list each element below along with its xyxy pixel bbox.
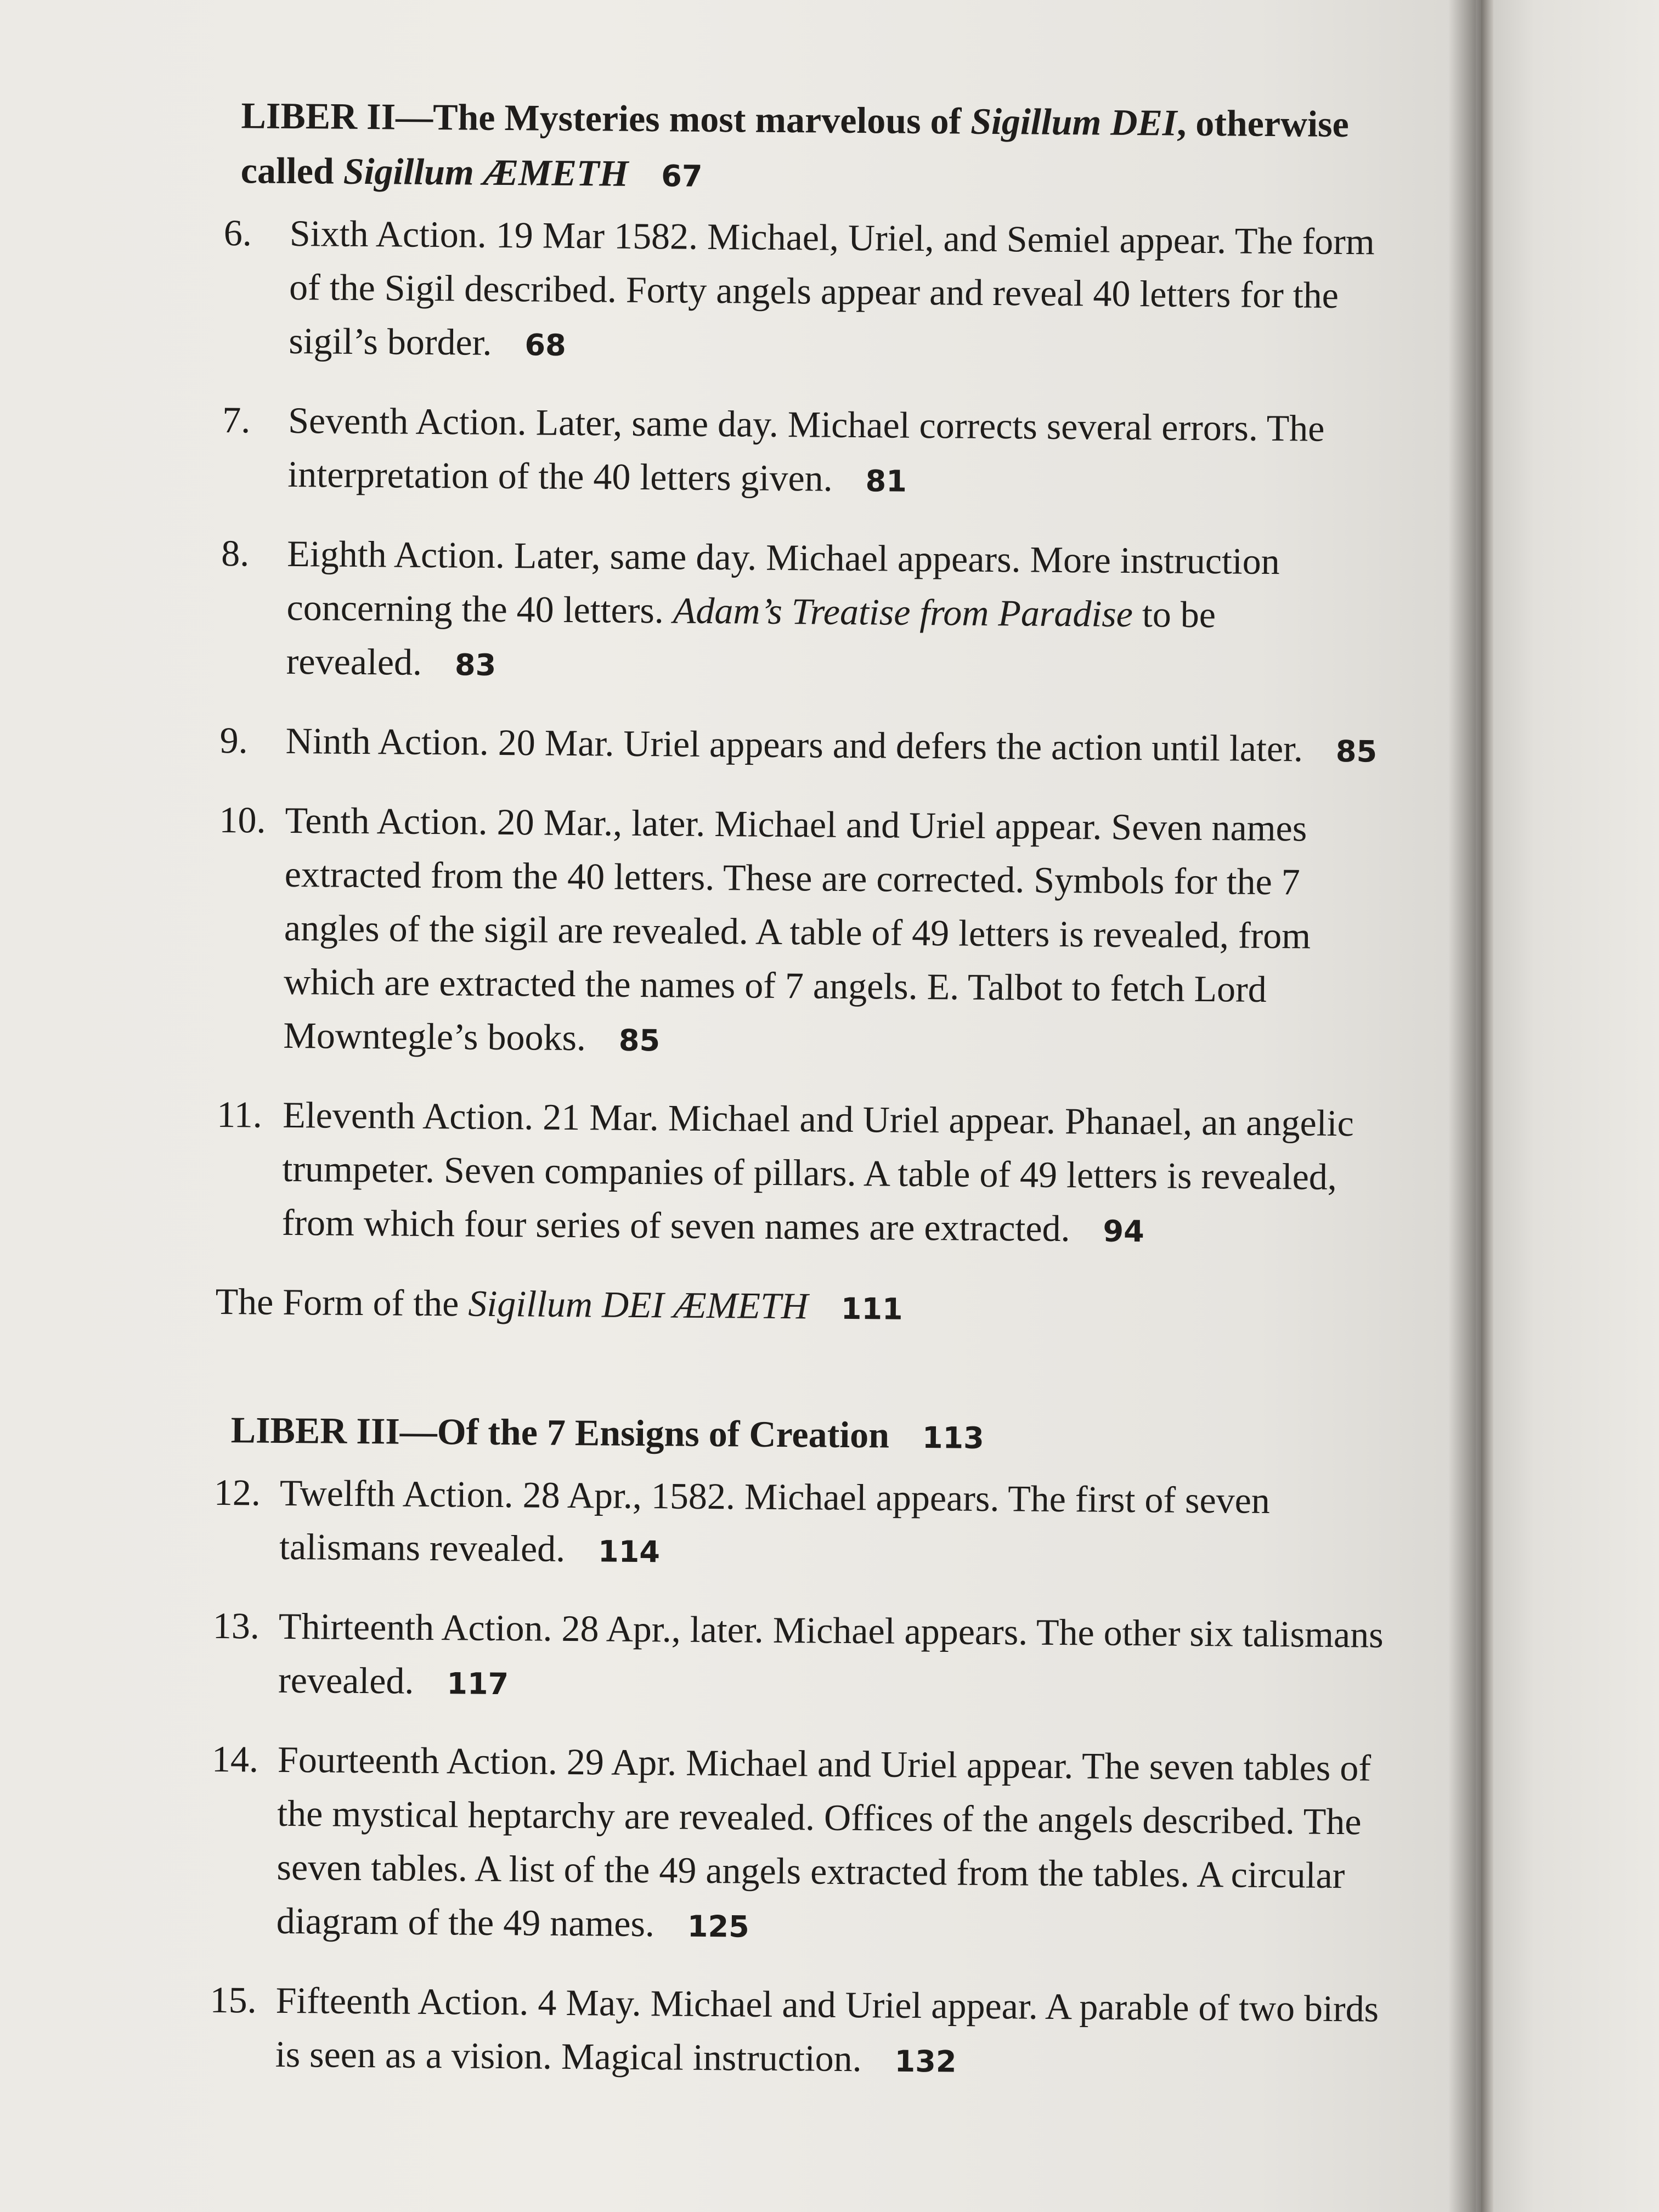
facing-page-edge bbox=[1493, 0, 1659, 2212]
entry-text-italic: Adam’s Treatise from Paradise bbox=[673, 589, 1133, 635]
entry-text: Tenth Action. 20 Mar., later. Michael and Uriel appear. Seven names extracted from the 40 letters. These are corrected. Symbols for the 7 angles of the sigil are revealed. A table of 49 letters is revealed, from which are extracted the names of 7 angels. E. Talbot to fetch Lord Mowntegle’s books. bbox=[283, 799, 1311, 1059]
entry-number: 11. bbox=[217, 1093, 263, 1136]
entry-number: 7. bbox=[222, 398, 251, 441]
toc-entry-8 bbox=[220, 526, 1401, 699]
entry-text: Seventh Action. Later, same day. Michael corrects several errors. The interpretation of the 40 letters given. bbox=[287, 399, 1325, 499]
entry-page-number: 114 bbox=[597, 1534, 661, 1570]
book-gutter bbox=[1481, 0, 1493, 2212]
liber-ii-title-middle: , otherwise called bbox=[240, 101, 1350, 192]
section-spacer bbox=[215, 1331, 1395, 1412]
entry-number: 14. bbox=[211, 1737, 259, 1780]
entry-number: 8. bbox=[221, 532, 250, 574]
entry-page-number: 85 bbox=[618, 1023, 661, 1058]
toc-entry-11 bbox=[216, 1087, 1396, 1261]
entry-number: 12. bbox=[213, 1471, 261, 1514]
toc-entry-12 bbox=[213, 1465, 1394, 1585]
entry-number: 6. bbox=[223, 211, 252, 254]
liber-ii-page-number: 67 bbox=[661, 159, 703, 194]
toc-entry-14 bbox=[210, 1732, 1391, 1959]
sigil-form-entry bbox=[215, 1274, 1395, 1340]
entry-text-after: to be revealed. bbox=[286, 593, 1216, 683]
gutter-shadow bbox=[1448, 0, 1481, 2212]
entry-number: 10. bbox=[219, 798, 266, 841]
entry-number: 13. bbox=[212, 1604, 260, 1647]
toc-entry-6 bbox=[223, 206, 1403, 379]
liber-ii-title-prefix: LIBER II—The Mysteries most marvelous of bbox=[241, 94, 971, 142]
entry-page-number: 117 bbox=[447, 1666, 509, 1702]
entry-number: 15. bbox=[210, 1978, 257, 2021]
liber-iii-heading bbox=[230, 1402, 1394, 1469]
entry-page-number: 125 bbox=[687, 1909, 749, 1944]
entry-page-number: 81 bbox=[865, 464, 907, 499]
form-prefix: The Form of the bbox=[215, 1280, 469, 1324]
toc-entry-15 bbox=[209, 1973, 1390, 2092]
entry-page-number: 132 bbox=[894, 2044, 957, 2079]
entry-text: Eleventh Action. 21 Mar. Michael and Uriel appear. Phanael, an angelic trumpeter. Seven companies of pillars. A table of 49 letters is revealed, from which four series of seven names are extracted. bbox=[281, 1093, 1354, 1250]
entry-page-number: 83 bbox=[454, 647, 496, 682]
liber-iii-title: LIBER III—Of the 7 Ensigns of Creation bbox=[230, 1409, 890, 1456]
entry-text: Sixth Action. 19 Mar 1582. Michael, Uriel, and Semiel appear. The form of the Sigil described. Forty angels appear and reveal 40 letters for the sigil’s border. bbox=[289, 212, 1375, 363]
toc-entry-9 bbox=[219, 713, 1400, 779]
entry-number: 9. bbox=[219, 719, 248, 761]
toc-entry-10 bbox=[217, 793, 1399, 1074]
entry-text: Ninth Action. 20 Mar. Uriel appears and defers the action until later. bbox=[285, 719, 1304, 770]
liber-ii-heading bbox=[240, 88, 1404, 210]
entry-page-number: 94 bbox=[1103, 1214, 1144, 1249]
table-of-contents bbox=[209, 88, 1404, 2115]
entry-text: Fourteenth Action. 29 Apr. Michael and Uriel appear. The seven tables of the mystical heptarchy are revealed. Offices of the angels described. The seven tables. A list of the 49 angels extracted from the tables. A circular diagram of the 49 names. bbox=[276, 1738, 1372, 1945]
entry-page-number: 68 bbox=[524, 328, 566, 363]
liber-ii-title-italic-1: Sigillum DEI bbox=[970, 100, 1177, 144]
entry-text: Thirteenth Action. 28 Apr., later. Michael appears. The other six talismans revealed. bbox=[278, 1605, 1384, 1702]
form-italic: Sigillum DEI ÆMETH bbox=[468, 1282, 809, 1327]
toc-entry-13 bbox=[212, 1599, 1393, 1718]
toc-entry-7 bbox=[222, 393, 1402, 512]
entry-text: Twelfth Action. 28 Apr., 1582. Michael appears. The first of seven talismans revealed. bbox=[279, 1471, 1271, 1570]
entry-text: Fifteenth Action. 4 May. Michael and Uriel appear. A parable of two birds is seen as a vision. Magical instruction. bbox=[275, 1979, 1379, 2080]
liber-iii-page-number: 113 bbox=[922, 1420, 984, 1455]
entry-page-number: 85 bbox=[1335, 733, 1378, 769]
entry-text-before: Eighth Action. Later, same day. Michael appears. More instruction concerning the 40 letters. bbox=[286, 532, 1280, 631]
form-page-number: 111 bbox=[840, 1291, 903, 1327]
liber-ii-title-italic-2: Sigillum ÆMETH bbox=[343, 150, 629, 194]
